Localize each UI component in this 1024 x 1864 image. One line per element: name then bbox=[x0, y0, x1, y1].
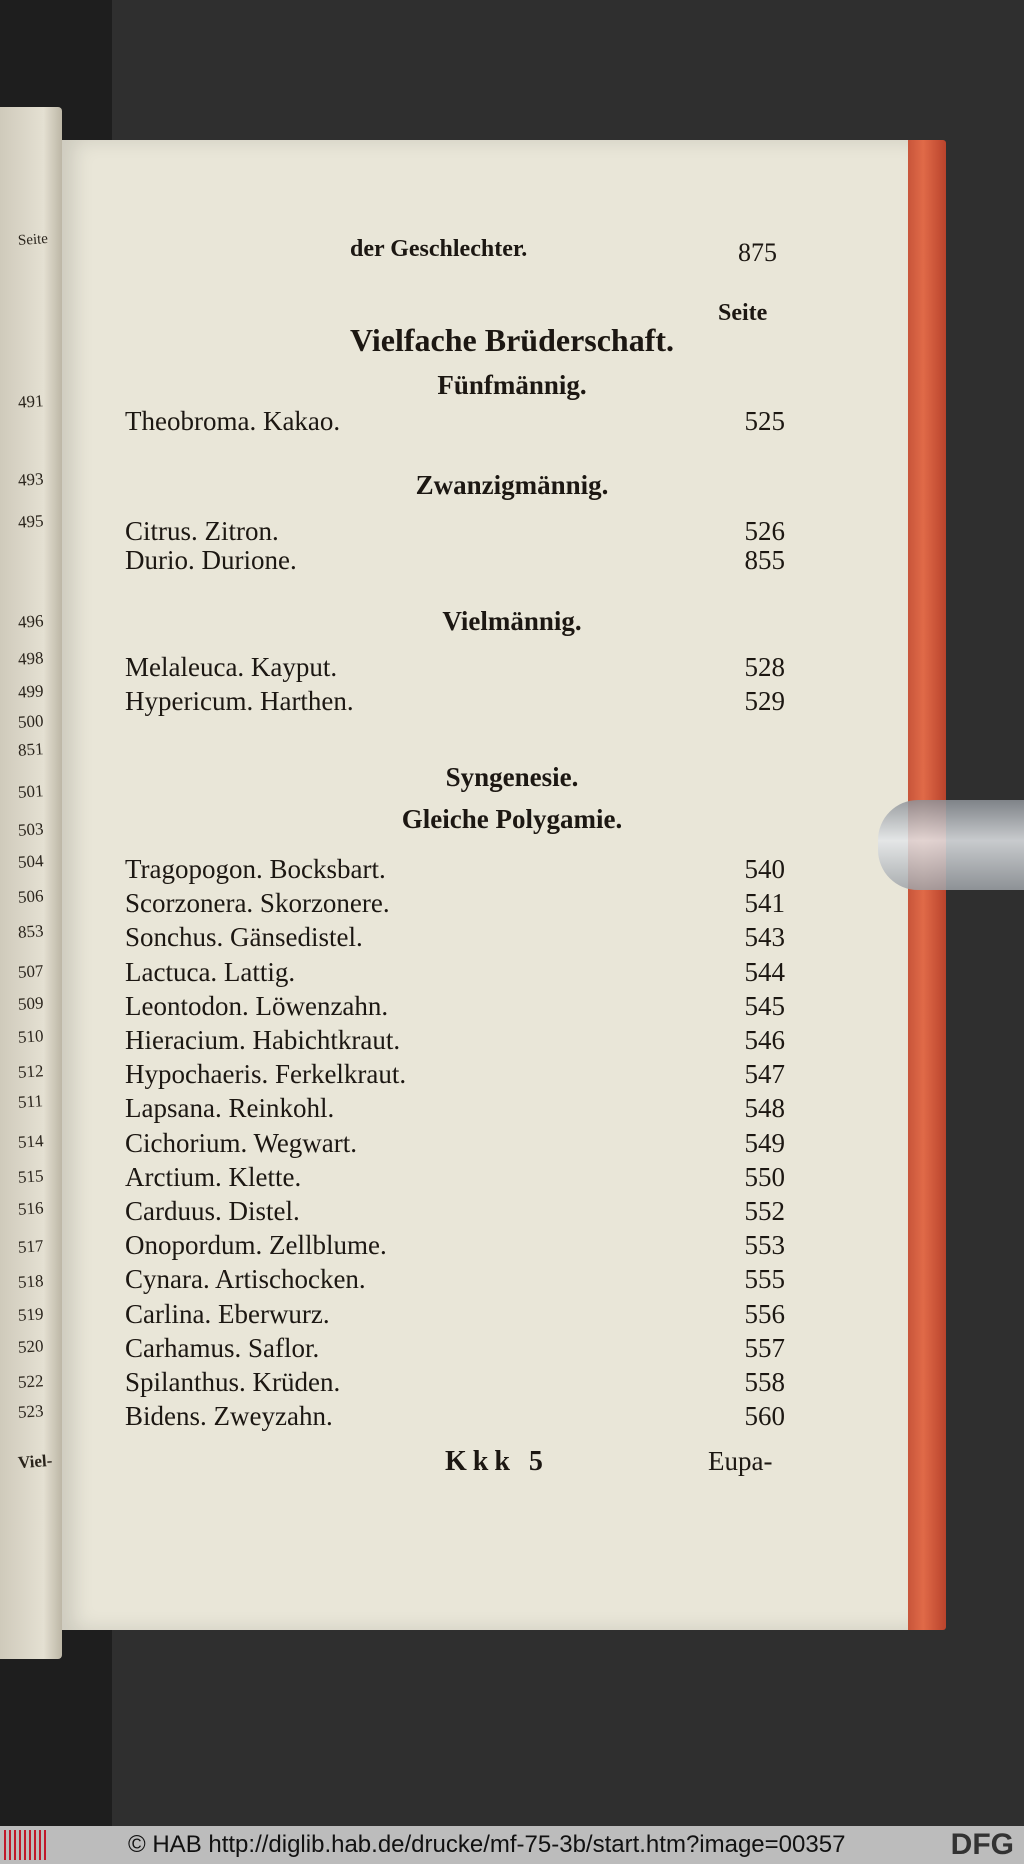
entry-name: Scorzonera. Skorzonere. bbox=[125, 888, 390, 919]
page-number: 875 bbox=[738, 238, 777, 267]
entry-row bbox=[125, 1162, 785, 1194]
entry-name: Onopordum. Zellblume. bbox=[125, 1230, 387, 1261]
left-page-number: 499 bbox=[17, 681, 45, 702]
entry-row bbox=[125, 1128, 785, 1160]
entry-row bbox=[125, 545, 785, 577]
entry-row bbox=[125, 1299, 785, 1331]
entry-name: Arctium. Klette. bbox=[125, 1161, 302, 1192]
entry-page: 525 bbox=[744, 406, 785, 436]
entry-page: 558 bbox=[744, 1367, 785, 1397]
left-page-number: 496 bbox=[17, 611, 45, 632]
left-page-number: 518 bbox=[17, 1271, 45, 1292]
group-title: Vielmännig. bbox=[442, 606, 582, 636]
footer-bar bbox=[0, 1826, 1024, 1864]
entry-row bbox=[125, 1059, 785, 1091]
left-page-number: 510 bbox=[17, 1026, 45, 1047]
left-page-number: 511 bbox=[17, 1091, 44, 1112]
entry-name: Tragopogon. Bocksbart. bbox=[125, 854, 386, 884]
entry-page: 526 bbox=[744, 516, 785, 546]
entry-name: Cynara. Artischocken. bbox=[125, 1264, 366, 1295]
entry-row bbox=[125, 922, 785, 954]
entry-name: Spilanthus. Krüden. bbox=[125, 1367, 341, 1397]
entry-page: 546 bbox=[744, 1025, 785, 1055]
section2-title: Syngenesie. bbox=[445, 762, 579, 792]
entry-row bbox=[125, 1367, 785, 1399]
left-page-number: 501 bbox=[17, 781, 45, 802]
dfg-logo: DFG bbox=[950, 1828, 1014, 1861]
entry-page: 540 bbox=[744, 854, 785, 884]
group-title: Fünfmännig. bbox=[437, 370, 587, 400]
entry-page: 560 bbox=[744, 1401, 785, 1432]
footer-copyright-link[interactable]: © HAB http://diglib.hab.de/drucke/mf-75-3b/start.htm?image=00357 bbox=[128, 1831, 846, 1858]
left-page-number: 515 bbox=[17, 1166, 45, 1187]
entry-page: 547 bbox=[744, 1059, 785, 1090]
left-page-number: 509 bbox=[17, 993, 45, 1014]
entry-page: 556 bbox=[744, 1298, 785, 1329]
left-page-number: 493 bbox=[17, 469, 45, 490]
entry-row bbox=[125, 406, 785, 438]
entry-name: Carhamus. Saflor. bbox=[125, 1332, 320, 1363]
entry-page: 553 bbox=[744, 1230, 785, 1261]
entry-name: Carduus. Distel. bbox=[125, 1196, 300, 1226]
entry-name: Hypochaeris. Ferkelkraut. bbox=[125, 1059, 407, 1090]
entry-name: Theobroma. Kakao. bbox=[125, 406, 341, 436]
entry-row bbox=[125, 888, 785, 920]
left-page-number: 507 bbox=[17, 961, 45, 982]
hab-logo-icon bbox=[4, 1830, 48, 1860]
entry-row bbox=[125, 1025, 785, 1057]
entry-row bbox=[125, 957, 785, 989]
entry-page: 543 bbox=[744, 922, 785, 953]
entry-name: Cichorium. Wegwart. bbox=[125, 1127, 358, 1158]
entry-name: Melaleuca. Kayput. bbox=[125, 652, 338, 682]
entry-name: Durio. Durione. bbox=[125, 545, 297, 575]
group-title: Zwanzigmännig. bbox=[415, 470, 609, 500]
entry-row bbox=[125, 1333, 785, 1365]
entry-name: Carlina. Eberwurz. bbox=[125, 1298, 330, 1329]
entry-page: 548 bbox=[744, 1093, 785, 1124]
entry-name: Leontodon. Löwenzahn. bbox=[125, 990, 389, 1021]
left-page-number: 503 bbox=[17, 819, 45, 840]
entry-row bbox=[125, 516, 785, 548]
entry-row bbox=[125, 1401, 785, 1433]
section-title: Vielfache Brüderschaft. bbox=[349, 322, 675, 358]
entry-row bbox=[125, 1264, 785, 1296]
entry-name: Sonchus. Gänsedistel. bbox=[125, 922, 363, 953]
subsection-title: Gleiche Polygamie. bbox=[401, 804, 623, 834]
entry-page: 552 bbox=[744, 1196, 785, 1226]
entry-name: Lactuca. Lattig. bbox=[125, 956, 296, 987]
entry-page: 549 bbox=[744, 1127, 785, 1158]
entry-page: 544 bbox=[744, 956, 785, 987]
entry-name: Bidens. Zweyzahn. bbox=[125, 1401, 333, 1432]
entry-page: 529 bbox=[744, 686, 785, 716]
left-page-number: 514 bbox=[17, 1131, 45, 1152]
entry-name: Citrus. Zitron. bbox=[125, 516, 279, 546]
entry-name: Lapsana. Reinkohl. bbox=[125, 1093, 335, 1124]
entry-page: 550 bbox=[744, 1161, 785, 1192]
entry-row bbox=[125, 1196, 785, 1228]
left-page-number: 495 bbox=[17, 511, 45, 532]
left-page-number: 498 bbox=[17, 648, 45, 669]
entry-row bbox=[125, 652, 785, 684]
left-page-number: 504 bbox=[17, 851, 45, 872]
signature-mark: Kkk 5 bbox=[445, 1446, 549, 1477]
entry-page: 528 bbox=[744, 652, 785, 682]
entry-row bbox=[125, 686, 785, 718]
entry-row bbox=[125, 991, 785, 1023]
left-page-number: 522 bbox=[17, 1371, 45, 1392]
left-page-number: 523 bbox=[17, 1401, 45, 1422]
column-label: Seite bbox=[718, 300, 768, 326]
entry-page: 541 bbox=[744, 888, 785, 919]
entry-page: 545 bbox=[744, 990, 785, 1021]
left-page-catchword: Viel- bbox=[17, 1450, 53, 1473]
running-head: der Geschlechter. bbox=[350, 236, 528, 262]
entry-page: 555 bbox=[744, 1264, 785, 1295]
entry-name: Hypericum. Harthen. bbox=[125, 686, 354, 716]
entry-row bbox=[125, 1230, 785, 1262]
left-page-number: 491 bbox=[17, 391, 45, 412]
left-page-number: 512 bbox=[17, 1061, 45, 1082]
entry-page: 557 bbox=[744, 1332, 785, 1363]
catchword: Eupa- bbox=[708, 1446, 773, 1476]
left-page-number: 517 bbox=[17, 1236, 45, 1257]
entry-row bbox=[125, 854, 785, 886]
left-page-number: 520 bbox=[17, 1336, 45, 1357]
left-page-number: 853 bbox=[17, 921, 45, 942]
left-page-number: 506 bbox=[17, 886, 45, 907]
left-page-number: 851 bbox=[17, 739, 45, 760]
left-page-number: 519 bbox=[17, 1304, 45, 1325]
entry-name: Hieracium. Habichtkraut. bbox=[125, 1025, 401, 1055]
left-page-number: 516 bbox=[17, 1198, 45, 1219]
left-page-header: Seite bbox=[17, 230, 49, 250]
left-page-number: 500 bbox=[17, 711, 45, 732]
entry-page: 855 bbox=[744, 545, 785, 575]
entry-row bbox=[125, 1093, 785, 1125]
